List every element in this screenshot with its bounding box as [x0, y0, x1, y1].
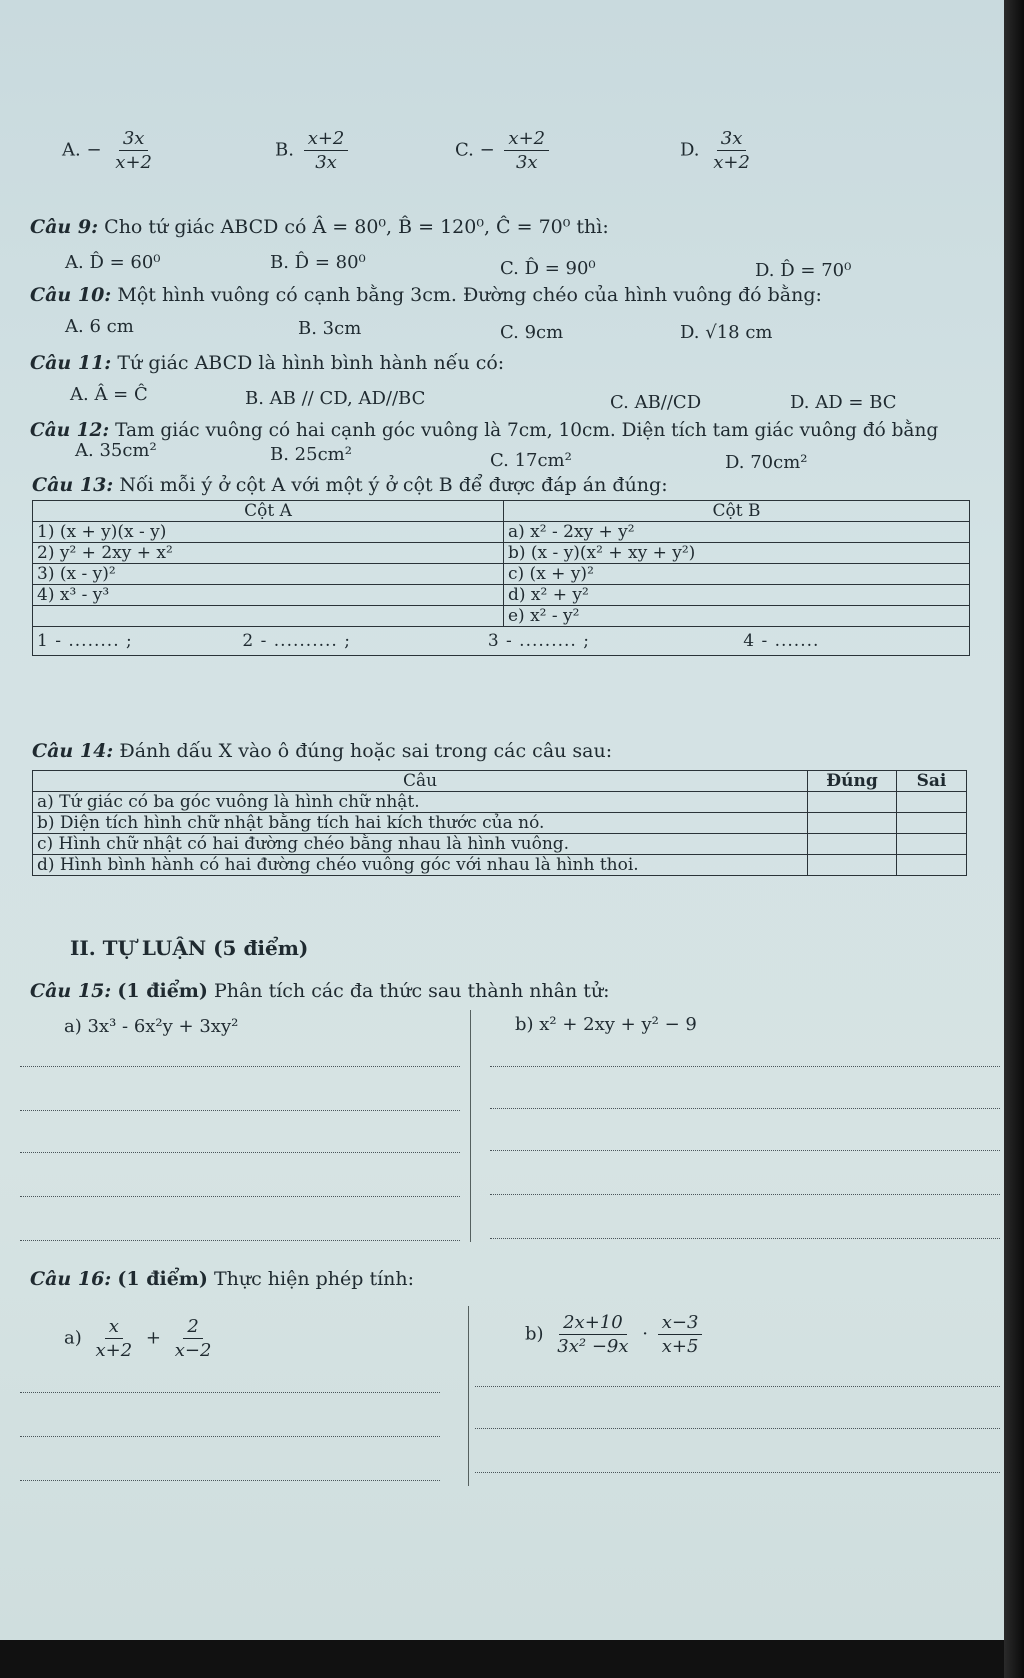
- answer-line[interactable]: [20, 1392, 440, 1393]
- q12-option-b: B. 25cm²: [270, 444, 352, 465]
- false-cell[interactable]: [897, 834, 967, 855]
- answer-line[interactable]: [490, 1150, 1000, 1151]
- q9-option-d: D. D̂ = 70⁰: [755, 260, 852, 281]
- answer-line[interactable]: [20, 1066, 460, 1067]
- statement: a) Tứ giác có ba góc vuông là hình chữ nhật.: [33, 792, 808, 813]
- q13-answer-row[interactable]: 1 - ........ ; 2 - .......... ; 3 - ......... ; 4 - .......: [33, 627, 970, 656]
- col-a-item: 3) (x - y)²: [33, 564, 504, 585]
- col-a-item: 2) y² + 2xy + x²: [33, 543, 504, 564]
- q15-part-a: a) 3x³ - 6x²y + 3xy²: [64, 1016, 239, 1037]
- q14-stem: Câu 14: Đánh dấu X vào ô đúng hoặc sai trong các câu sau:: [32, 740, 613, 762]
- q14-true-false-table: [32, 770, 967, 876]
- answer-line[interactable]: [475, 1386, 1000, 1387]
- col-a-item: 4) x³ - y³: [33, 585, 504, 606]
- q16-stem: Câu 16: (1 điểm) Thực hiện phép tính:: [30, 1268, 415, 1290]
- col-a-item: 1) (x + y)(x - y): [33, 522, 504, 543]
- q16-part-b: b) $\frac{2x+10}{\text{3x² −9x}}$ · $\frac{x-3}{x+5}$: [525, 1312, 706, 1357]
- q11-stem: Câu 11: Tứ giác ABCD là hình bình hành nếu có:: [30, 352, 505, 374]
- col-a-header: Cột A: [33, 501, 504, 522]
- photo-dark-bottom: [0, 1640, 1004, 1678]
- q9-stem: Câu 9: Cho tứ giác ABCD có Â = 80⁰, B̂ = 120⁰, Ĉ = 70⁰ thì:: [30, 216, 609, 238]
- q9-option-a: A. D̂ = 60⁰: [65, 252, 161, 273]
- answer-line[interactable]: [475, 1428, 1000, 1429]
- statement: b) Diện tích hình chữ nhật bằng tích hai kích thước của nó.: [33, 813, 808, 834]
- col-a-item: [33, 606, 504, 627]
- false-cell[interactable]: [897, 855, 967, 876]
- q11-option-c: C. AB//CD: [610, 392, 702, 413]
- q12-option-a: A. 35cm²: [75, 440, 157, 461]
- q12-option-d: D. 70cm²: [725, 452, 808, 473]
- answer-line[interactable]: [475, 1472, 1000, 1473]
- true-cell[interactable]: [808, 792, 897, 813]
- col-b-item: e) x² - y²: [504, 606, 970, 627]
- col-b-header: Cột B: [504, 501, 970, 522]
- q15-part-b: b) x² + 2xy + y² − 9: [515, 1014, 697, 1035]
- q8-option-b: B. $\frac{x+2}{3x}$: [275, 128, 352, 173]
- q8-option-d: D. $\frac{3x}{x+2}$: [680, 128, 750, 173]
- q10-stem: Câu 10: Một hình vuông có cạnh bằng 3cm. Đường chéo của hình vuông đó bằng:: [30, 284, 822, 306]
- q11-option-a: A. Â = Ĉ: [70, 384, 148, 405]
- col-b-item: c) (x + y)²: [504, 564, 970, 585]
- col-b-item: d) x² + y²: [504, 585, 970, 606]
- statement: d) Hình bình hành có hai đường chéo vuông góc với nhau là hình thoi.: [33, 855, 808, 876]
- q10-option-a: A. 6 cm: [65, 316, 134, 337]
- true-cell[interactable]: [808, 855, 897, 876]
- col-b-item: b) (x - y)(x² + xy + y²): [504, 543, 970, 564]
- q15-stem: Câu 15: (1 điểm) Phân tích các đa thức sau thành nhân tử:: [30, 980, 610, 1002]
- q16-part-a: a) $\frac{x}{x+2}$ + $\frac{2}{x-2}$: [64, 1316, 212, 1361]
- section-title: II. TỰ LUẬN (5 điểm): [70, 936, 309, 960]
- answer-line[interactable]: [490, 1238, 1000, 1239]
- q8-option-c: C. − $\frac{x+2}{3x}$: [455, 128, 553, 173]
- q10-option-c: C. 9cm: [500, 322, 564, 343]
- q12-option-c: C. 17cm²: [490, 450, 572, 471]
- column-divider: [470, 1010, 471, 1242]
- q12-stem: Câu 12: Tam giác vuông có hai cạnh góc vuông là 7cm, 10cm. Diện tích tam giác vuông đó bằng: [30, 420, 939, 441]
- column-divider: [468, 1306, 469, 1486]
- q9-option-c: C. D̂ = 90⁰: [500, 258, 596, 279]
- q10-option-b: B. 3cm: [298, 318, 362, 339]
- answer-line[interactable]: [20, 1196, 460, 1197]
- false-header: Sai: [897, 771, 967, 792]
- answer-line[interactable]: [490, 1194, 1000, 1195]
- true-cell[interactable]: [808, 834, 897, 855]
- true-header: Đúng: [808, 771, 897, 792]
- q9-option-b: B. D̂ = 80⁰: [270, 252, 366, 273]
- q11-option-b: B. AB // CD, AD//BC: [245, 388, 426, 409]
- statement: c) Hình chữ nhật có hai đường chéo bằng nhau là hình vuông.: [33, 834, 808, 855]
- false-cell[interactable]: [897, 813, 967, 834]
- answer-line[interactable]: [20, 1480, 440, 1481]
- q10-option-d: D. √18 cm: [680, 322, 773, 343]
- false-cell[interactable]: [897, 792, 967, 813]
- answer-line[interactable]: [20, 1152, 460, 1153]
- answer-line[interactable]: [490, 1066, 1000, 1067]
- answer-line[interactable]: [20, 1240, 460, 1241]
- q13-stem: Câu 13: Nối mỗi ý ở cột A với một ý ở cột B để được đáp án đúng:: [32, 474, 668, 496]
- true-cell[interactable]: [808, 813, 897, 834]
- statement-header: Câu: [33, 771, 808, 792]
- answer-line[interactable]: [490, 1108, 1000, 1109]
- q11-option-d: D. AD = BC: [790, 392, 897, 413]
- col-b-item: a) x² - 2xy + y²: [504, 522, 970, 543]
- q8-option-a: A. − $\frac{3x}{x+2}$: [62, 128, 152, 173]
- answer-line[interactable]: [20, 1436, 440, 1437]
- photo-dark-edge: [1004, 0, 1024, 1678]
- answer-line[interactable]: [20, 1110, 460, 1111]
- q13-matching-table: [32, 500, 970, 656]
